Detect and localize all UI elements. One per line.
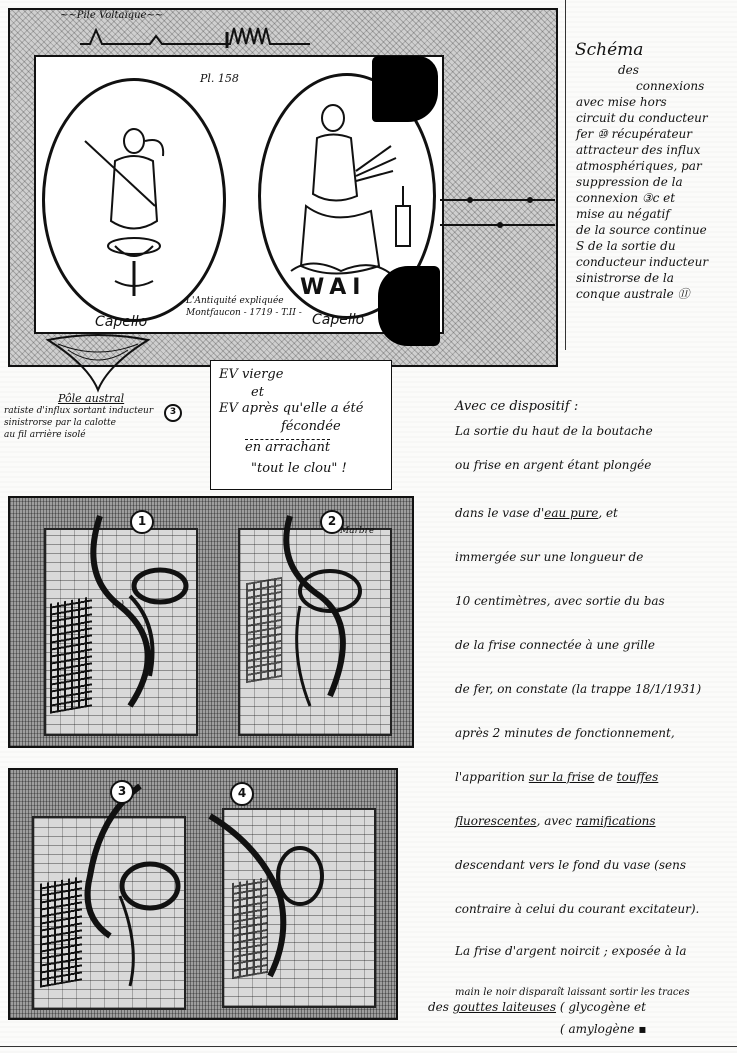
paragraph-line: dans le vase d'eau pure, et — [455, 506, 618, 520]
schema-line: S de la sortie du — [576, 239, 676, 253]
schema-line: de la source continue — [576, 223, 707, 237]
ev-line-3: EV après qu'elle a été — [219, 401, 364, 416]
source-note-line2: Montfaucon - 1719 - T.II - — [186, 308, 302, 318]
pole-note-line1: ratiste d'influx sortant inducteur — [4, 406, 154, 416]
margin-rule — [565, 0, 566, 350]
paragraph-line: main le noir disparaît laissant sortir les traces — [455, 987, 690, 998]
ev-line-6: "tout le clou" ! — [251, 461, 347, 476]
schema-line: conducteur inducteur — [576, 255, 709, 269]
underline-touffes: touffes — [616, 770, 659, 784]
photo-2-number: 2 — [320, 510, 344, 534]
schema-line: mise au négatif — [576, 207, 670, 221]
paragraph-line: après 2 minutes de fonctionnement, — [455, 726, 675, 740]
silver-frieze-ribbons — [60, 506, 400, 736]
photo-4-number: 4 — [230, 782, 254, 806]
paragraph-line: l'apparition sur la frise de touffes — [455, 770, 659, 784]
ev-line-2: et — [251, 385, 264, 400]
caption-right: Capello — [312, 312, 365, 328]
pole-note-line2: sinistrorse par la calotte — [4, 418, 116, 428]
circle-3: 3 — [164, 404, 182, 422]
underline-eau-pure: eau pure — [544, 506, 599, 520]
silver-frieze-ribbons-lower — [30, 776, 380, 1006]
paragraph-line: immergée sur une longueur de — [455, 550, 644, 564]
schema-line: atmosphériques, par — [576, 159, 702, 173]
paragraph-line: contraire à celui du courant excitateur). — [455, 902, 700, 916]
schema-line: des — [618, 63, 639, 77]
paragraph-line: La frise d'argent noircit ; exposée à la — [455, 944, 687, 958]
left-oval-medallion — [42, 78, 226, 322]
paragraph-line: La sortie du haut de la boutache — [455, 424, 653, 438]
black-redaction-top — [372, 56, 438, 122]
photo-3-number: 3 — [110, 780, 134, 804]
circuit-wires — [440, 180, 555, 250]
photo-2-note: Marbre — [340, 526, 375, 536]
source-note-line1: L'Antiquité expliquée — [186, 296, 284, 306]
schema-line: fer ⑩ récupérateur — [576, 127, 693, 141]
underline-sur-la-frise: sur la frise — [528, 770, 595, 784]
schema-line: connexions — [636, 79, 705, 93]
underline-gouttes-laiteuses: gouttes laiteuses — [452, 1000, 557, 1014]
paragraph-line: fluorescentes, avec ramifications — [455, 814, 656, 828]
paragraph-last-word: amylogène — [568, 1022, 635, 1036]
pole-australe-title: Pôle austral — [58, 392, 125, 405]
ev-line-1: EV vierge — [219, 367, 284, 382]
ev-box — [210, 360, 392, 490]
paragraph-line: Avec ce dispositif : — [455, 399, 579, 414]
underline-fluorescentes: fluorescentes — [455, 814, 537, 828]
schema-text — [576, 62, 736, 302]
paragraph-line: des gouttes laiteuses ( glycogène et — [428, 1000, 646, 1014]
schema-line: attracteur des influx — [576, 143, 701, 157]
ev-line-5: en arrachant — [245, 440, 331, 455]
conch-sketch — [38, 330, 158, 400]
schema-line: suppression de la — [576, 175, 683, 189]
schema-line: connexion ③c et — [576, 191, 676, 205]
paragraph-line: de la frise connectée à une grille — [455, 638, 655, 652]
wai-inscription: WAI — [300, 275, 367, 300]
paragraph-line: ( amylogène ▪ — [560, 1022, 647, 1036]
winged-figure-figure — [45, 81, 223, 319]
black-redaction-bottom — [378, 266, 440, 346]
photo-1-note: (c) — [112, 600, 125, 610]
schema-title: Schéma — [575, 40, 644, 60]
pole-note-line3: au fil arrière isolé — [4, 430, 86, 440]
ev-line-4: fécondée — [281, 419, 341, 434]
schema-line: conque australe ⑪ — [576, 287, 690, 301]
paragraph-line: 10 centimètres, avec sortie du bas — [455, 594, 665, 608]
plate-number: Pl. 158 — [200, 72, 239, 85]
paragraph-line: de fer, on constate (la trappe 18/1/1931) — [455, 682, 702, 696]
schema-line: avec mise hors — [576, 95, 667, 109]
top-scribble: ~~Pile Voltaïque~~ — [60, 10, 164, 21]
bottom-rule — [0, 1046, 737, 1047]
resistor-sketch — [80, 22, 340, 50]
paragraph-line: ou frise en argent étant plongée — [455, 458, 652, 472]
caption-left: Capello — [95, 314, 148, 330]
underline-ramifications: ramifications — [575, 814, 656, 828]
paragraph-line: descendant vers le fond du vase (sens — [455, 858, 686, 872]
schema-line: sinistrorse de la — [576, 271, 674, 285]
photo-1-number: 1 — [130, 510, 154, 534]
schema-line: circuit du conducteur — [576, 111, 708, 125]
